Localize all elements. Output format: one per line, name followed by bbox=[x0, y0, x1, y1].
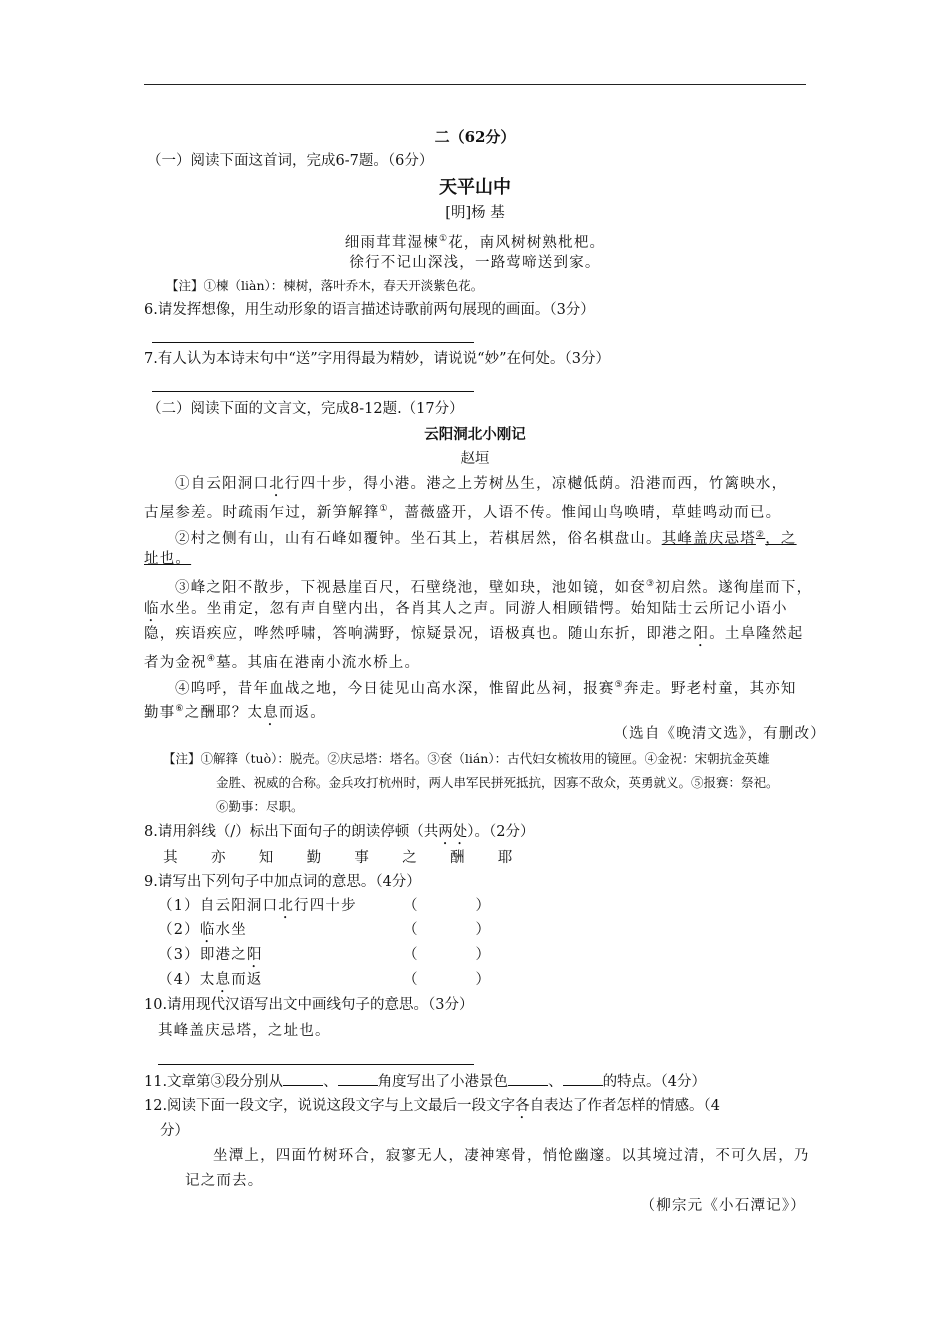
q8-char: 其 bbox=[163, 850, 179, 866]
part1-intro: （一）阅读下面这首词，完成6-7题。（6分） bbox=[147, 153, 434, 169]
answer-line-6[interactable] bbox=[152, 342, 474, 343]
q11-blank-3[interactable] bbox=[508, 1071, 548, 1086]
essay-p3-line-2: 临水坐。坐甫定，忽有声自壁内出，各肖其人之声。同游人相顾错愕。始知陆士云所记小语小 bbox=[144, 601, 788, 617]
q8-char: 勤 bbox=[306, 850, 323, 866]
poem-title: 天平山中 bbox=[439, 177, 511, 198]
question-11: 11.文章第③段分别从 、 角度写出了小港景色 、 的特点。（4分） bbox=[144, 1071, 706, 1092]
question-9: 9.请写出下列句子中加点词的意思。（4分） bbox=[144, 874, 421, 890]
question-10-sentence: 其峰盖庆忌塔，之址也。 bbox=[158, 1023, 331, 1039]
answer-line-10[interactable] bbox=[158, 1064, 474, 1065]
q9-item-3: （3）即港之阳 bbox=[158, 947, 263, 963]
essay-p3-line-4: 者为金祝④墓。其庙在港南小流水桥上。 bbox=[144, 654, 421, 671]
essay-p3-line-3: 隐，疾语疾应，哗然呼啸，答响满野，惊疑景况，语极真也。随山东折，即港之阳。土阜隆然起 bbox=[144, 626, 804, 642]
essay-p4-line-2: 勤事⑥之酬耶？太息而返。 bbox=[144, 704, 326, 721]
answer-line-7[interactable] bbox=[152, 391, 474, 392]
q8-char: 事 bbox=[354, 850, 371, 866]
poem-line-2: 徐行不记山深浅，一路莺啼送到家。 bbox=[349, 255, 601, 271]
question-8-sentence[interactable] bbox=[156, 848, 521, 868]
q9-answer-3[interactable]: （ ） bbox=[403, 947, 490, 963]
essay-note-2: 金胜、祝威的合称。金兵攻打杭州时，两人串军民拼死抵抗，因寡不敌众，英勇就义。⑤报赛：祭祀。 bbox=[216, 775, 779, 790]
essay-p1-line-1: ①自云阳洞口北行四十步，得小港。港之上芳树丛生，凉樾低荫。沿港而西，竹篱映水， bbox=[175, 476, 788, 492]
question-8: 8.请用斜线（/）标出下面句子的朗读停顿（共两处）。（2分） bbox=[144, 824, 535, 840]
question-7: 7.有人认为本诗末句中“送”字用得最为精妙，请说说“妙”在何处。（3分） bbox=[144, 351, 610, 367]
q8-char: 之 bbox=[402, 850, 418, 866]
quote-source: （柳宗元《小石潭记》） bbox=[640, 1198, 806, 1214]
poem-line-1: 细雨茸茸湿楝①花，南风树树熟枇杷。 bbox=[344, 234, 606, 251]
q9-answer-1[interactable]: （ ） bbox=[403, 898, 490, 914]
poem-author: [明]杨 基 bbox=[445, 205, 505, 221]
q9-item-1: （1）自云阳洞口北行四十步 bbox=[158, 898, 357, 914]
q9-item-4: （4）太息而返 bbox=[158, 972, 263, 988]
q8-char: 亦 bbox=[210, 850, 227, 866]
essay-p4-line-1: ④呜呼，昔年血战之地，今日徒见山高水深，惟留此丛祠，报赛⑤奔走。野老村童，其亦知 bbox=[175, 680, 797, 697]
q9-item-2: （2）临水坐 bbox=[158, 922, 247, 938]
essay-p2-line-2: 址也。 bbox=[144, 551, 192, 567]
question-6: 6.请发挥想像，用生动形象的语言描述诗歌前两句展现的画面。（3分） bbox=[144, 302, 595, 318]
section-title: 二（62分） bbox=[434, 128, 516, 146]
poem-note: 【注】①楝（liàn）：楝树，落叶乔木，春天开淡紫色花。 bbox=[166, 278, 484, 293]
question-12-cont: 分） bbox=[160, 1123, 189, 1139]
essay-title: 云阳洞北小刚记 bbox=[424, 426, 526, 443]
essay-source: （选自《晚清文选》，有删改） bbox=[613, 726, 826, 742]
q11-blank-2[interactable] bbox=[338, 1071, 378, 1086]
essay-author: 赵垣 bbox=[460, 451, 490, 467]
q8-char: 知 bbox=[258, 850, 275, 866]
part2-intro: （二）阅读下面的文言文，完成8-12题.（17分） bbox=[147, 401, 464, 417]
quote-line-2: 记之而去。 bbox=[185, 1173, 264, 1189]
q9-answer-4[interactable]: （ ） bbox=[403, 972, 490, 988]
question-10: 10.请用现代汉语写出文中画线句子的意思。（3分） bbox=[144, 997, 474, 1013]
question-12: 12.阅读下面一段文字，说说这段文字与上文最后一段文字各自表达了作者怎样的情感。（4 bbox=[144, 1098, 721, 1114]
q8-char: 耶 bbox=[497, 850, 514, 866]
q8-char: 酬 bbox=[450, 850, 466, 866]
essay-p3-line-1: ③峰之阳不散步，下视悬崖百尺，石壁绕池，壁如玦，池如镜，如奁③初启然。遂徇崖而下， bbox=[175, 579, 813, 596]
q9-answer-2[interactable]: （ ） bbox=[403, 922, 490, 938]
header-rule bbox=[144, 84, 806, 85]
q11-blank-4[interactable] bbox=[563, 1071, 603, 1086]
underlined-sentence: 其峰盖庆忌塔 bbox=[661, 530, 756, 547]
essay-note-3: ⑥勤事：尽职。 bbox=[216, 799, 304, 814]
essay-p1-line-2: 古屋参差。时疏雨乍过，新笋解箨①，蔷薇盛开，人语不传。惟闻山鸟唤晴，草蛙鸣动而已。 bbox=[144, 504, 782, 521]
essay-note-1: 【注】①解箨（tuò）：脱壳。②庆忌塔：塔名。③奁（lián）：古代妇女梳妆用的镜匣。④金祝：宋朝抗金英雄 bbox=[163, 751, 770, 766]
essay-p2-line-1: ②村之侧有山，山有石峰如覆钟。坐石其上，若棋居然，俗名棋盘山。其峰盖庆忌塔②，之 bbox=[175, 530, 797, 547]
quote-line-1: 坐潭上，四面竹树环合，寂寥无人，凄神寒骨，悄怆幽邃。以其境过清，不可久居，乃 bbox=[213, 1148, 810, 1164]
q11-blank-1[interactable] bbox=[283, 1071, 323, 1086]
